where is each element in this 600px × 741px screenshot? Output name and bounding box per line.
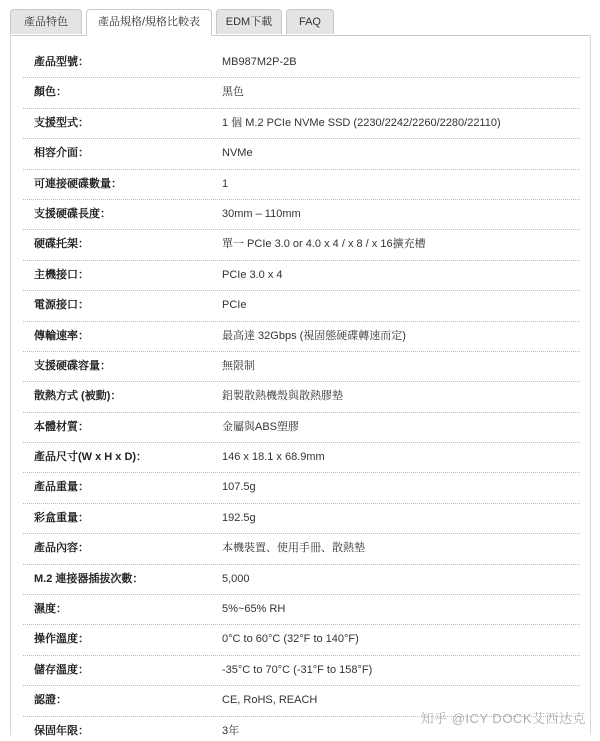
spec-row (23, 230, 580, 260)
spec-value: 5,000 (222, 572, 250, 585)
spec-label: 產品型號： (34, 56, 89, 68)
spec-value: 3年 (222, 724, 240, 737)
spec-label: 儲存溫度： (34, 663, 89, 676)
spec-row (23, 473, 580, 503)
spec-value: 30mm – 110mm (222, 207, 301, 220)
spec-label: 主機接口： (34, 268, 89, 281)
spec-row (23, 48, 580, 78)
spec-value: 單一 PCIe 3.0 or 4.0 x 4 / x 8 / x 16擴充槽 (222, 238, 426, 251)
spec-value: 0°C to 60°C (32°F to 140°F) (222, 633, 359, 646)
tab-features[interactable]: 產品特色 (10, 9, 82, 34)
tab-specifications[interactable]: 產品規格/規格比較表 (86, 9, 212, 36)
spec-row (23, 595, 580, 625)
spec-label: 支援型式： (34, 116, 89, 129)
spec-row (23, 625, 580, 655)
spec-row (23, 565, 580, 595)
spec-value: 192.5g (222, 511, 256, 524)
spec-row (23, 352, 580, 382)
spec-value: 金屬與ABS塑膠 (222, 420, 300, 433)
spec-label: 支援硬碟長度： (34, 207, 111, 220)
spec-label: 傳輸速率： (34, 329, 89, 342)
spec-row (23, 261, 580, 291)
spec-label: 相容介面： (34, 147, 89, 160)
spec-label: 電源接口： (34, 299, 89, 312)
spec-label: M.2 連接器插拔次數： (34, 572, 144, 585)
watermark: 知乎 @ICY DOCK艾西达克 (420, 711, 586, 726)
spec-value: 黑色 (222, 86, 244, 99)
spec-row (23, 291, 580, 321)
tab-bar (10, 9, 591, 36)
spec-label: 可連接硬碟數量： (34, 177, 122, 190)
spec-row (23, 413, 580, 443)
spec-row (23, 504, 580, 534)
spec-value: 107.5g (222, 481, 256, 494)
spec-value: -35°C to 70°C (-31°F to 158°F) (222, 663, 373, 676)
spec-label: 產品內容： (34, 542, 89, 555)
spec-label: 本體材質： (34, 420, 89, 433)
spec-label: 認證： (34, 694, 67, 707)
spec-label: 保固年限： (34, 724, 89, 737)
spec-value: 146 x 18.1 x 68.9mm (222, 451, 325, 464)
spec-table (23, 48, 580, 741)
spec-value: 鋁製散熱機殼與散熱膠墊 (222, 390, 343, 403)
tab-edm-download[interactable]: EDM下載 (216, 9, 282, 34)
spec-value: 最高達 32Gbps (視固態硬碟轉速而定) (222, 329, 406, 342)
spec-value: PCIe (222, 299, 247, 312)
spec-row (23, 139, 580, 169)
spec-value: 1 個 M.2 PCIe NVMe SSD (2230/2242/2260/2280/22110) (222, 116, 501, 129)
spec-value: 1 (222, 177, 229, 190)
spec-value: CE, RoHS, REACH (222, 694, 318, 707)
spec-label: 產品重量： (34, 481, 89, 494)
tab-faq[interactable]: FAQ (286, 9, 334, 34)
spec-row (23, 200, 580, 230)
spec-row (23, 170, 580, 200)
spec-label: 濕度： (34, 603, 67, 616)
spec-label: 散熱方式 (被動)： (34, 390, 122, 403)
spec-value: MB987M2P-2B (222, 56, 297, 68)
spec-row (23, 382, 580, 412)
spec-value: 5%~65% RH (222, 603, 286, 616)
spec-label: 硬碟托架： (34, 238, 89, 251)
spec-value: 本機裝置、使用手冊、散熱墊 (222, 542, 365, 555)
spec-row (23, 78, 580, 108)
spec-label: 彩盒重量： (34, 511, 89, 524)
spec-row (23, 109, 580, 139)
spec-row (23, 443, 580, 473)
spec-label: 支援硬碟容量： (34, 359, 111, 372)
spec-value: NVMe (222, 147, 253, 160)
spec-row (23, 322, 580, 352)
spec-value: 無限制 (222, 359, 255, 372)
spec-row (23, 656, 580, 686)
spec-label: 顏色： (34, 86, 67, 99)
spec-label: 操作溫度： (34, 633, 89, 646)
spec-label: 產品尺寸(W x H x D)： (34, 451, 148, 464)
spec-value: PCIe 3.0 x 4 (222, 268, 283, 281)
spec-row (23, 534, 580, 564)
